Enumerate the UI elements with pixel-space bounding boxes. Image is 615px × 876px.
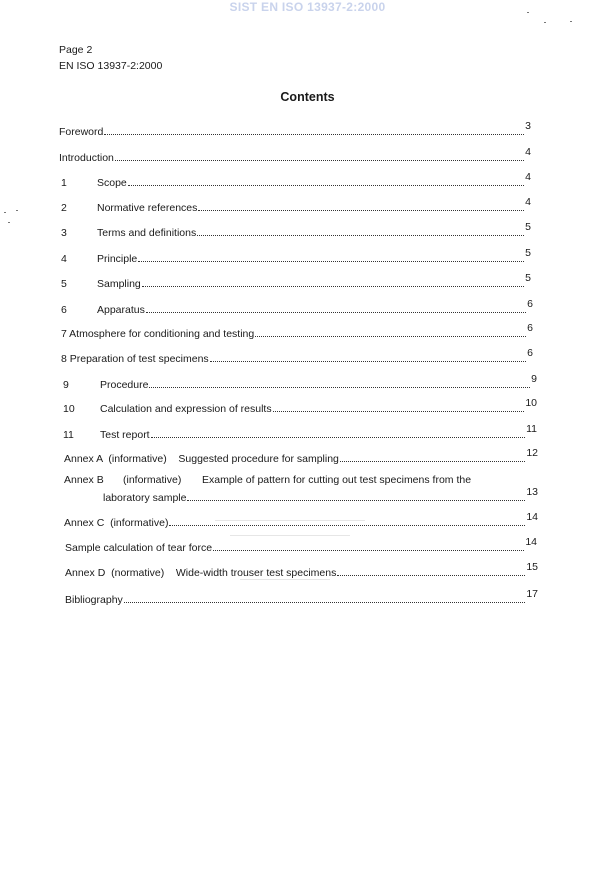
toc-entry-page: 14 [526,511,538,523]
toc-entry-text: Bibliography [65,594,123,606]
leader-dots [128,177,524,186]
toc-entry-number: 10 [63,403,75,415]
toc-entry-text: 7 Atmosphere for conditioning and testing [61,328,255,340]
toc-entry-page: 4 [525,196,531,208]
toc-entry[interactable] [61,272,531,290]
toc-entry-page: 17 [526,588,538,600]
toc-entry-text: Annex C (informative) [64,517,169,529]
toc-entry-number: 9 [63,379,69,391]
leader-dots [115,152,524,161]
toc-entry-page: 10 [525,397,537,409]
toc-entry-text: Sample calculation of tear force [65,542,213,554]
toc-entry[interactable] [63,397,537,415]
leader-dots [151,429,525,438]
toc-entry-page: 9 [531,373,537,385]
toc-entry[interactable] [65,588,538,606]
leader-dots [138,253,524,262]
toc-entry-page: 3 [525,120,531,132]
toc-entry[interactable] [63,423,537,441]
toc-entry-text: Calculation and expression of results [100,403,272,415]
toc-entry[interactable] [65,536,537,554]
toc-entry-number: 11 [63,429,74,441]
toc-entry-text: Annex B [64,474,104,486]
toc-entry-page: 5 [525,247,531,259]
leader-dots [169,517,525,526]
toc-entry-text: Principle [97,253,138,265]
toc-entry-annex-b[interactable] [64,474,539,486]
toc-entry-text-continued: Example of pattern for cutting out test specimens from the [202,474,472,486]
toc-entry[interactable] [63,373,537,391]
standard-number: EN ISO 13937-2:2000 [59,60,163,72]
toc-entry[interactable] [61,247,531,265]
leader-dots [146,304,526,313]
leader-dots [104,126,524,135]
leader-dots [124,594,526,603]
toc-entry-number: 3 [61,227,67,239]
toc-entry-page: 13 [526,486,538,498]
toc-entry-page: 12 [526,447,538,459]
leader-dots [187,492,525,501]
toc-entry-annex-type: (informative) [123,474,182,486]
toc-entry-text: Terms and definitions [97,227,197,239]
toc-entry-text: laboratory sample [103,492,187,504]
toc-entry-number: 1 [61,177,67,189]
toc-entry-number: 6 [61,304,67,316]
scan-speck [544,22,546,23]
leader-dots [213,542,524,551]
leader-dots [337,567,525,576]
toc-entry[interactable] [61,196,531,214]
scan-speck [4,212,6,213]
scan-smudge [215,520,365,521]
contents-title: Contents [280,90,335,104]
toc-entry-page: 5 [525,272,531,284]
toc-entry-text: 8 Preparation of test specimens [61,353,209,365]
leader-dots [149,379,530,388]
leader-dots [198,202,524,211]
toc-entry-text: Annex A (informative) Suggested procedure for sampling [64,453,339,465]
scan-speck [527,12,529,13]
toc-entry-number: 4 [61,253,67,265]
toc-entry-text: Procedure [100,379,149,391]
toc-entry-page: 4 [525,171,531,183]
toc-entry[interactable] [64,511,538,529]
toc-entry[interactable] [61,322,533,340]
toc-entry-number: 5 [61,278,67,290]
toc-entry[interactable] [61,298,533,316]
toc-entry-page: 6 [527,347,533,359]
toc-entry-text: Apparatus [97,304,145,316]
toc-entry-page: 4 [525,146,531,158]
toc-entry-page: 15 [526,561,538,573]
toc-entry-page: 5 [525,221,531,233]
toc-entry[interactable] [65,561,538,579]
toc-entry-text: Foreword [59,126,104,138]
toc-entry[interactable] [103,486,538,504]
toc-entry-text: Scope [97,177,127,189]
toc-entry-text: Test report [100,429,150,441]
toc-entry-text: Introduction [59,152,114,164]
toc-entry[interactable] [64,447,538,465]
scan-speck [8,222,10,223]
scan-smudge [240,579,330,580]
leader-dots [197,227,524,236]
toc-entry[interactable] [59,146,531,164]
scan-speck [570,21,572,22]
toc-entry[interactable] [61,221,531,239]
leader-dots [255,328,526,337]
toc-entry-page: 6 [527,298,533,310]
leader-dots [210,353,526,362]
toc-entry-text: Sampling [97,278,141,290]
scan-smudge [230,535,350,536]
leader-dots [273,403,525,412]
leader-dots [340,453,525,462]
toc-entry-text: Normative references [97,202,198,214]
toc-entry[interactable] [59,120,531,138]
page-number: Page 2 [59,44,93,56]
watermark: SIST EN ISO 13937-2:2000 [229,0,386,14]
toc-entry-number: 2 [61,202,67,214]
toc-entry-text: Annex D (normative) Wide-width trouser test specimens [65,567,337,579]
leader-dots [142,278,524,287]
toc-entry-page: 6 [527,322,533,334]
toc-entry[interactable] [61,347,533,365]
toc-entry-page: 14 [525,536,537,548]
toc-entry[interactable] [61,171,531,189]
toc-entry-page: 11 [526,423,537,435]
scan-speck [16,210,18,211]
